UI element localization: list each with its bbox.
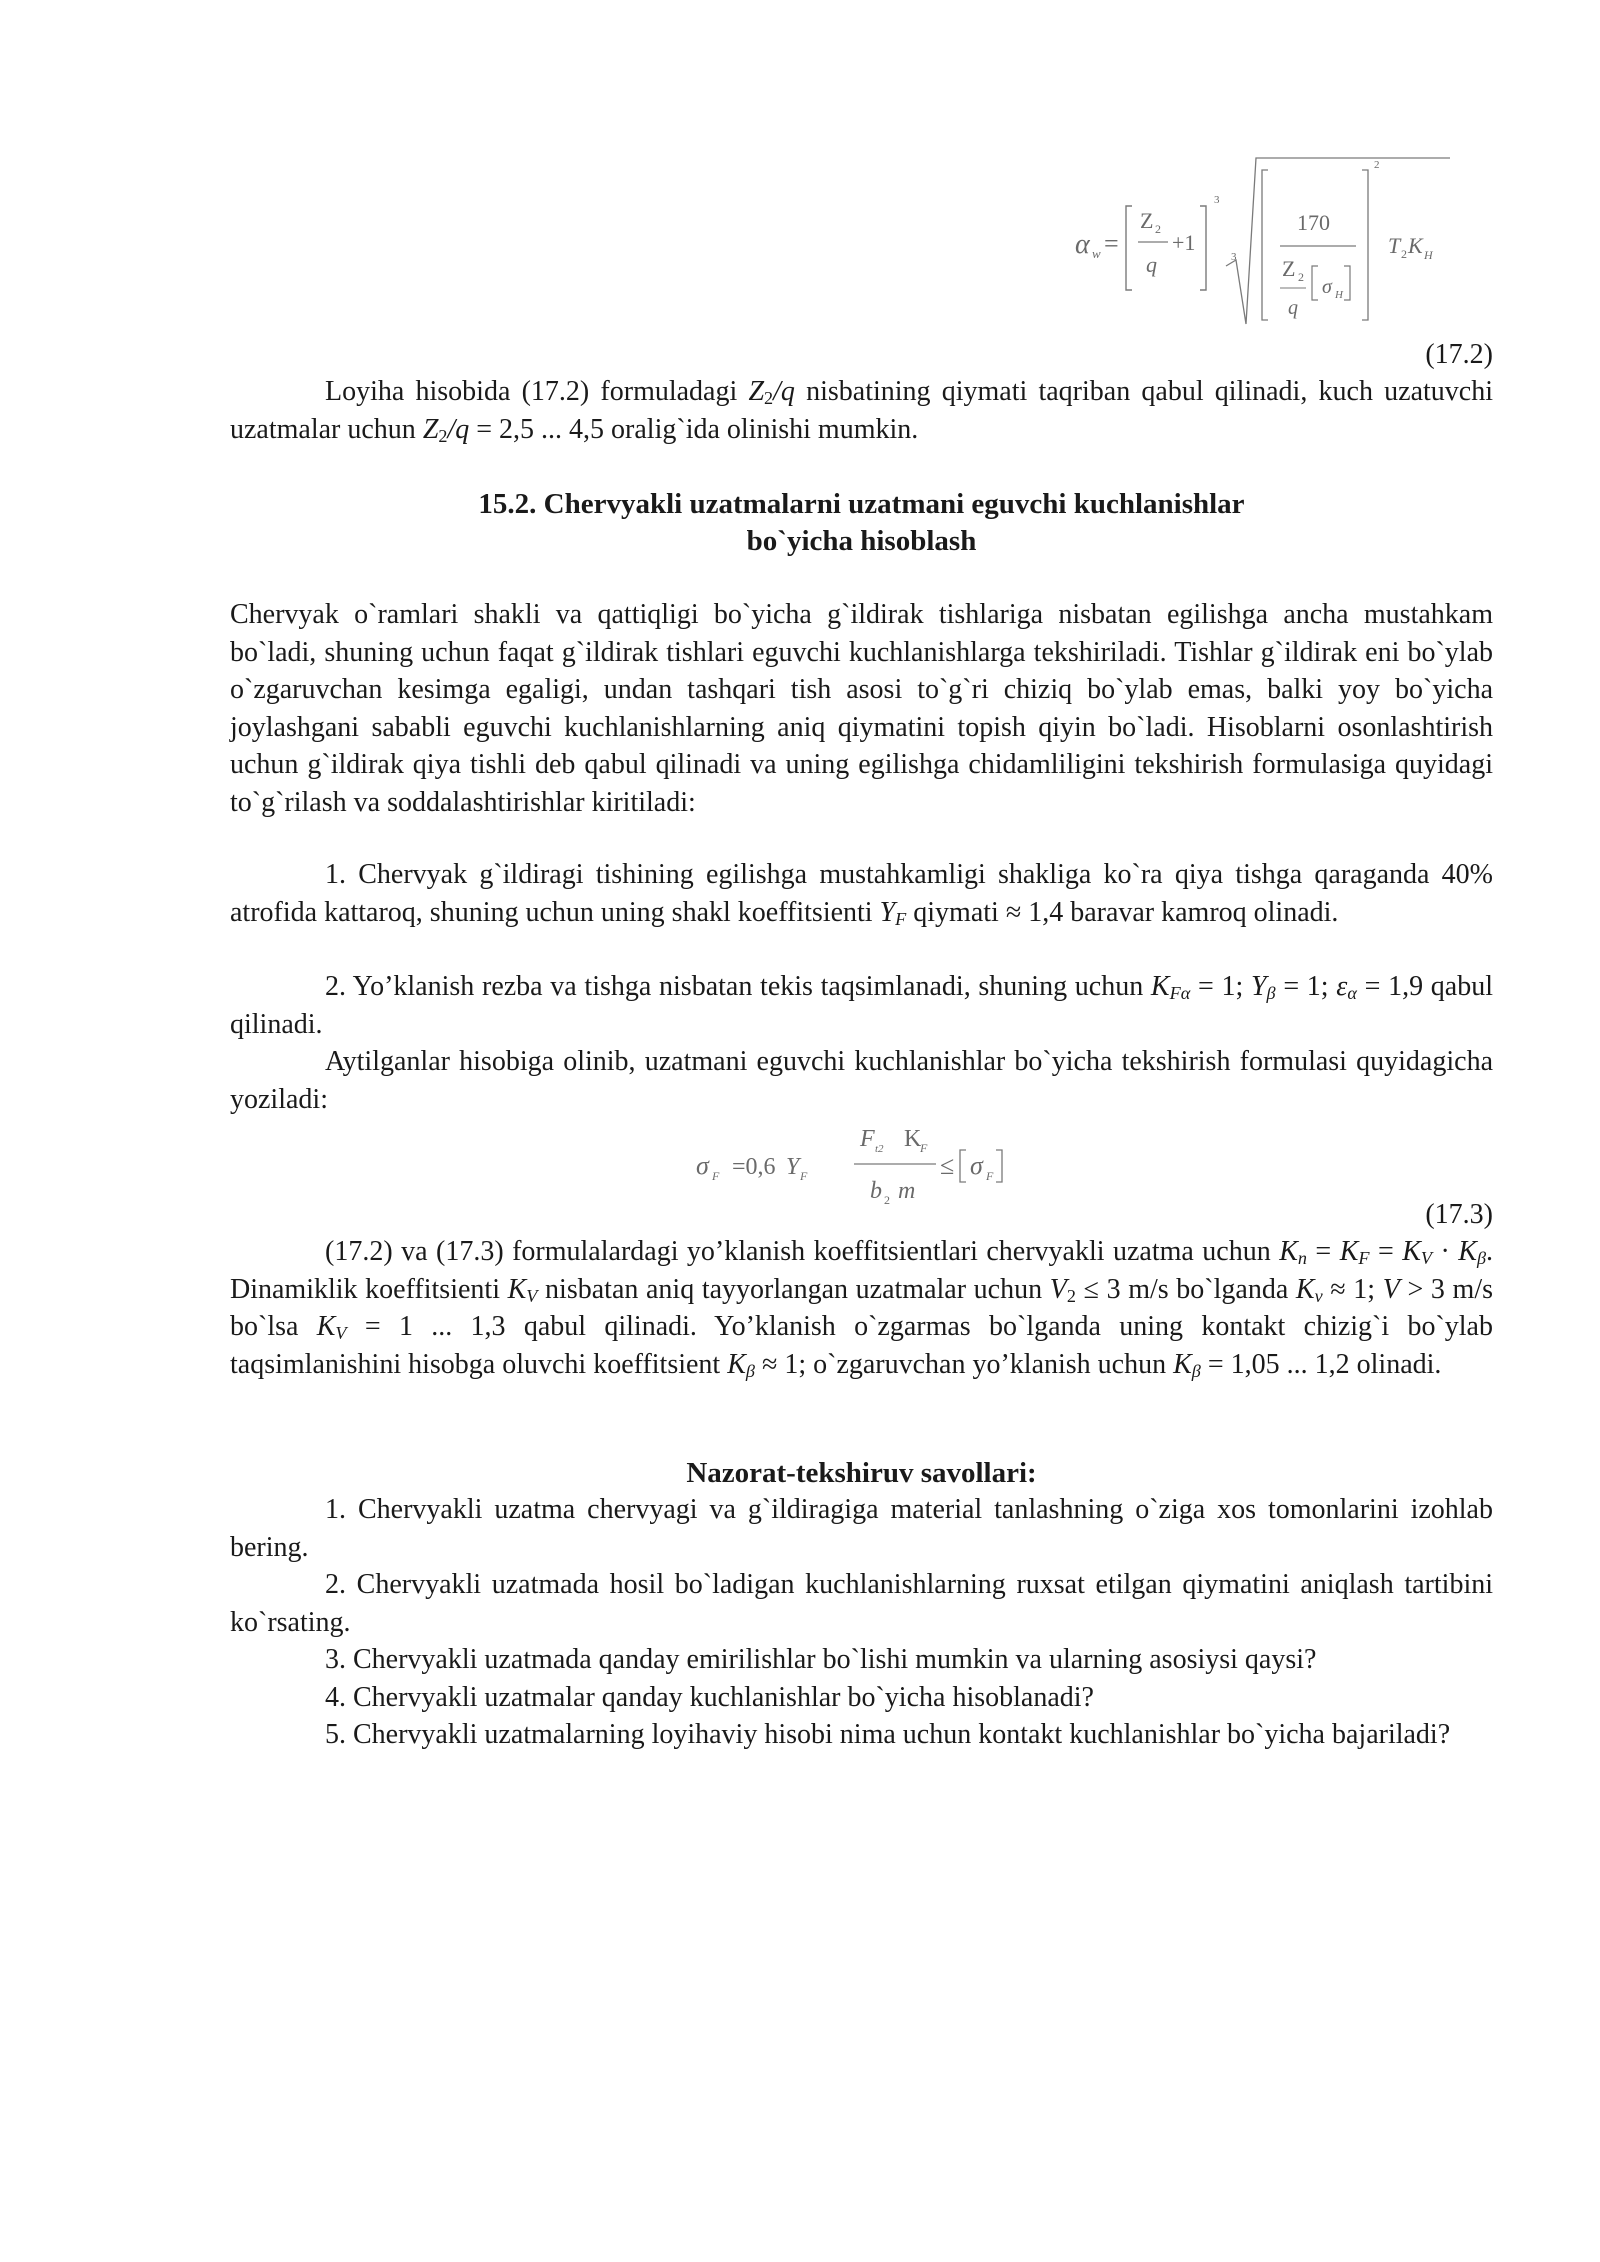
symbol-q: /q [447, 413, 470, 445]
formula-right-paren [1200, 206, 1206, 290]
subscript: 2 [1066, 1285, 1076, 1306]
symbol-kf: K [1339, 1236, 1359, 1267]
symbol-z2: Z [422, 413, 439, 445]
symbol-q: /q [773, 376, 795, 407]
paragraph-item-1 [230, 856, 1493, 931]
formula-left-paren [1126, 206, 1132, 290]
symbol-kv: K [316, 1311, 336, 1342]
equation-number-17-3: (17.3) [1425, 1199, 1493, 1230]
formula-root-index: 3 [1231, 251, 1237, 263]
formula-z2-sub: 2 [1155, 222, 1161, 236]
subscript: Fα [1169, 983, 1191, 1003]
formula-equals: = [1104, 229, 1119, 258]
formula-cube-exp: 3 [1214, 194, 1220, 206]
symbol-kfa: K [1150, 971, 1170, 1002]
formula-y-sub: F [800, 1169, 808, 1183]
paragraph-item-2 [230, 968, 1493, 1043]
paragraph-coefficients [230, 1233, 1493, 1383]
formula-sigma-f: σ [696, 1151, 709, 1180]
symbol-kb: K [727, 1348, 746, 1380]
text-run: nisbatan aniq tayyorlangan uzatmalar uchun [537, 1273, 1050, 1305]
text-run: = 2,5 ... 4,5 oralig`ida olinishi mumkin. [469, 413, 919, 445]
question-item: 5. Chervyakli uzatmalarning loyihaviy hisobi nima uchun kontakt kuchlanishlar bo`yicha bajariladi? [325, 1719, 1451, 1750]
subscript: n [1297, 1248, 1307, 1268]
formula-le: ≤ [940, 1151, 955, 1180]
formula-ft-sub: t2 [875, 1143, 884, 1155]
formula-t2-sub: 2 [1401, 247, 1407, 261]
text-run: ≈ 1; [1322, 1273, 1383, 1305]
text-run: = [1306, 1236, 1340, 1267]
text-run: = 1; [1190, 971, 1251, 1002]
text-run: ≈ 1; o`zgaruvchan yo’klanish uchun [754, 1348, 1174, 1380]
section-heading-line-1: 15.2. Chervyakli uzatmalarni uzatmani eguvchi kuchlanishlar [478, 488, 1245, 520]
subscript: v [1314, 1285, 1323, 1306]
formula-sigma-f-sub: F [712, 1169, 720, 1183]
formula-alpha: α [1075, 229, 1090, 260]
subscript: F [895, 908, 907, 929]
subscript: 2 [764, 388, 774, 408]
symbol-z2: Z [748, 376, 765, 407]
formula-sigma-f-allowed: σ [970, 1151, 983, 1180]
subscript: β [1191, 1360, 1201, 1381]
symbol-v2: V [1049, 1273, 1067, 1305]
formula-t2: T [1388, 233, 1401, 258]
subscript: β [745, 1360, 755, 1381]
formula-ft: F [860, 1126, 875, 1152]
text-run: 1. Chervyak g`ildiragi tishining egilishga mustahkamligi shakliga ko`ra qiya tishga qaraganda 40% atrofida kattaroq, shuning uchun uning shakl koeffitsienti [230, 859, 1493, 928]
formula-k-sub: H [1424, 248, 1433, 262]
text-run: = 1,05 ... 1,2 olinadi. [1200, 1348, 1442, 1380]
formula-z2: Z [1140, 208, 1154, 233]
text-run: · [1432, 1236, 1459, 1267]
subscript: V [335, 1323, 347, 1343]
symbol-yf: Y [879, 896, 896, 928]
formula-q-den: q [1288, 297, 1298, 319]
formula-170: 170 [1297, 210, 1330, 235]
symbol-kb: K [1173, 1348, 1192, 1380]
paragraph-intro: Chervyak o`ramlari shakli va qattiqligi bo`yicha g`ildirak tishlariga nisbatan egilishga ancha mustahkam bo`ladi, shuning uchun faqat g`ildirak tishlari eguvchi kuchlanishlarga tekshiriladi. Tishlar g`ildirak eni bo`ylab o`zgaruvchan kesimga egaligi, undan tashqari tish asosi to`g`ri chiziq bo`ylab emas, balki yoy bo`yicha joylashgani sababli eguvchi kuchlanishlarning aniq qiymatini topish qiyin bo`ladi. Hisoblarni osonlashtirish uchun g`ildirak qiya tishli deb qabul qilinadi va uning egilishga chidamliligini tekshirish formulasiga quyidagi to`g`rilash va soddalashtirishlar kiritiladi: [230, 599, 1493, 818]
formula-m: m [898, 1178, 916, 1204]
symbol-yb: Y [1250, 971, 1267, 1002]
formula-b2-sub: 2 [884, 1193, 890, 1207]
subscript: V [526, 1285, 538, 1306]
formula-sigma: σ [1322, 276, 1332, 298]
formula-kf: K [904, 1126, 922, 1152]
text-run: Loyiha hisobida (17.2) formuladagi [325, 376, 749, 407]
equation-number-17-2: (17.2) [1425, 339, 1493, 370]
formula-17-3 [692, 1118, 1072, 1210]
subscript: 2 [438, 425, 448, 446]
formula-bracket-right [1344, 266, 1350, 300]
formula-inner-right-bar [1362, 170, 1368, 320]
formula-square-exp: 2 [1374, 159, 1380, 171]
text-run: = 1; [1275, 971, 1337, 1002]
questions-heading: Nazorat-tekshiruv savollari: [686, 1457, 1037, 1489]
text-run: 2. Yo’klanish rezba va tishga nisbatan tekis taqsimlanadi, shuning uchun [325, 971, 1151, 1002]
formula-bracket-right [996, 1150, 1002, 1182]
text-run: = [1369, 1236, 1403, 1267]
question-item: 3. Chervyakli uzatmada qanday emirilishlar bo`lishi mumkin va ularning asosiysi qaysi? [325, 1644, 1317, 1675]
paragraph-formula-intro: Aytilganlar hisobiga olinib, uzatmani eguvchi kuchlanishlar bo`yicha tekshirish formulasi quyidagicha yoziladi: [230, 1046, 1493, 1115]
formula-kf-sub: F [920, 1141, 928, 1155]
formula-alpha-sub: w [1092, 246, 1101, 261]
text-run: qiymati ≈ 1,4 baravar kamroq olinadi. [906, 896, 1339, 928]
question-item: 1. Chervyakli uzatma chervyagi va g`ildiragiga material tanlashning o`ziga xos tomonlarini izohlab bering. [230, 1494, 1493, 1563]
formula-y: Y [786, 1154, 800, 1180]
section-heading-15-2 [230, 486, 1493, 560]
subscript: F [1358, 1248, 1370, 1268]
formula-sigma-f-allowed-sub: F [986, 1169, 994, 1183]
formula-q: q [1146, 252, 1157, 277]
symbol-v: V [1382, 1273, 1400, 1305]
section-heading-line-2: bo`yicha hisoblash [746, 525, 977, 557]
formula-k: K [1408, 233, 1423, 258]
paragraph-z2q [230, 373, 1493, 448]
formula-17-2-graphic [1060, 148, 1460, 338]
symbol-kn: K [1279, 1236, 1298, 1267]
formula-z2-den-sub: 2 [1298, 270, 1304, 284]
formula-plus-one: +1 [1172, 230, 1196, 255]
formula-z2-den: Z [1282, 256, 1296, 281]
question-item: 2. Chervyakli uzatmada hosil bo`ladigan kuchlanishlarning ruxsat etilgan qiymatini aniqlash tartibini ko`rsating. [230, 1569, 1493, 1638]
symbol-kv: K [507, 1273, 527, 1305]
formula-sigma-sub: H [1335, 289, 1343, 301]
symbol-epsilon: ε [1336, 971, 1348, 1002]
subscript: V [1420, 1248, 1433, 1268]
formula-bracket-left [960, 1150, 966, 1182]
text-run: ≤ 3 m/s bo`lganda [1075, 1273, 1296, 1305]
questions-list [230, 1491, 1493, 1754]
text-run: (17.2) va (17.3) formulalardagi yo’klanish koeffitsientlari chervyakli uzatma uchun [325, 1236, 1280, 1267]
formula-coefficient: =0,6 [732, 1154, 776, 1180]
symbol-kv: K [1402, 1236, 1421, 1267]
formula-b2: b [870, 1178, 882, 1204]
subscript: α [1347, 983, 1357, 1003]
symbol-kv: K [1295, 1273, 1315, 1305]
formula-bracket-left [1312, 266, 1318, 300]
text-run: = 1,9 qabul qilinadi. [230, 971, 1493, 1040]
subscript: β [1476, 1248, 1487, 1268]
text-run: . Dinamiklik koeffitsienti [230, 1236, 1494, 1305]
question-item: 4. Chervyakli uzatmalar qanday kuchlanishlar bo`yicha hisoblanadi? [325, 1681, 1094, 1713]
text-run: = 1 ... 1,3 qabul qilinadi. Yo’klanish o`zgarmas bo`lganda uning kontakt chizig`i bo`ylab taqsimlanishini hisobga oluvchi koeffitsient [230, 1311, 1493, 1380]
symbol-kb: K [1458, 1236, 1477, 1267]
formula-inner-left-bar [1262, 170, 1268, 320]
text-run: nisbatining qiymati taqriban qabul qilinadi, kuch uzatuvchi uzatmalar uchun [230, 376, 1493, 445]
text-run: > 3 m/s bo`lsa [230, 1273, 1493, 1342]
formula-17-3-graphic [692, 1118, 1072, 1210]
formula-17-2 [1060, 148, 1460, 338]
subscript: β [1266, 983, 1276, 1003]
